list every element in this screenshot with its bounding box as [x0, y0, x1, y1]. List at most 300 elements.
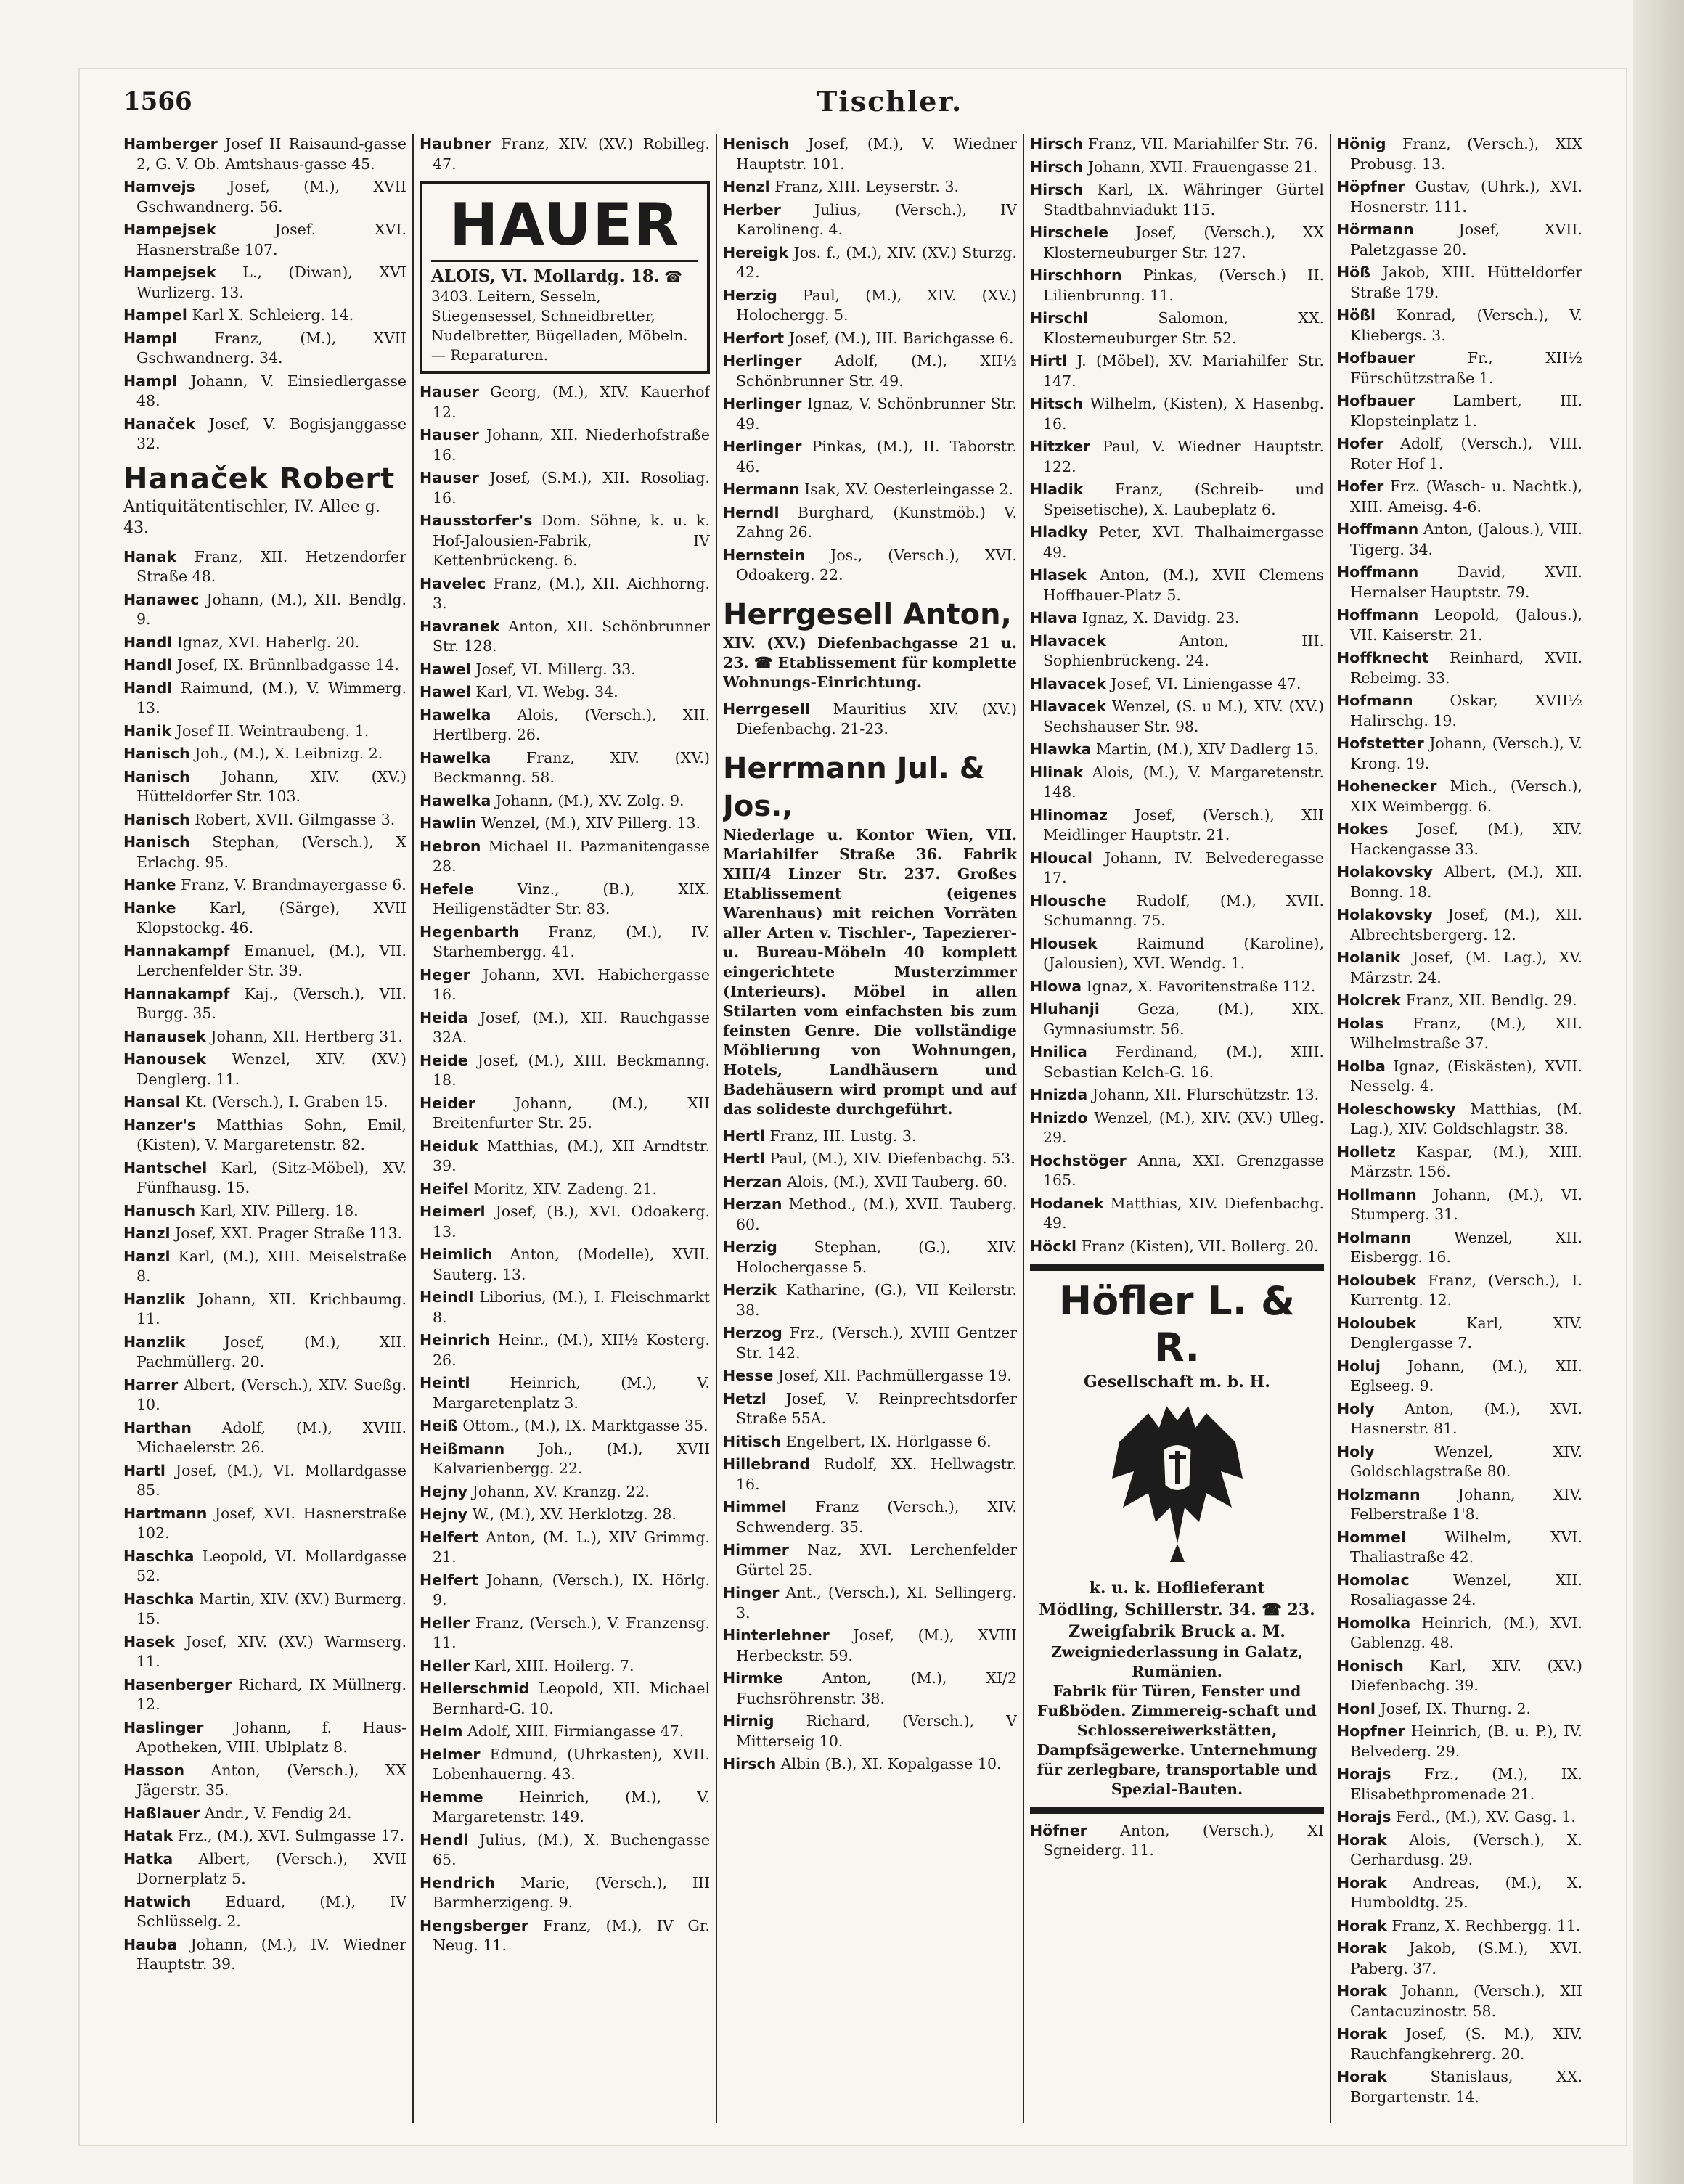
- entry-name: Hansal: [123, 1093, 181, 1111]
- entry-name: Herfort: [723, 329, 785, 347]
- entry-name: Hefele: [420, 880, 474, 898]
- directory-entry: [123, 590, 406, 630]
- entry-details: Karl, XIV. (XV.) Diefenbachg. 39.: [1350, 1656, 1582, 1694]
- directory-entry: [1337, 1916, 1582, 1936]
- entry-details: Albert, (Versch.), XIV. Sueßg. 10.: [136, 1375, 406, 1413]
- entry-details: Josef, (M.), XVII Gschwandnerg. 56.: [136, 178, 406, 216]
- directory-entry: [420, 425, 710, 465]
- entry-details: Josef, XVI. Hasnerstraße 102.: [136, 1504, 406, 1542]
- entry-name: Hnizda: [1030, 1086, 1088, 1103]
- entry-name: Handl: [123, 633, 173, 651]
- directory-entry: [1337, 263, 1582, 303]
- directory-entry: [123, 1116, 406, 1156]
- entry-name: Haschka: [123, 1590, 195, 1608]
- entry-details: Anton, (M.), XI/2 Fuchsröhrenstr. 38.: [736, 1669, 1017, 1707]
- directory-entry: [1030, 977, 1324, 997]
- directory-entry: [420, 1137, 710, 1177]
- entry-name: Hirsch: [1030, 181, 1084, 198]
- directory-entry: [723, 437, 1017, 477]
- directory-entry: [1337, 1357, 1582, 1396]
- entry-details: Gustav, (Uhrk.), XVI. Hosnerstr. 111.: [1350, 178, 1582, 216]
- directory-entry: [420, 1571, 710, 1611]
- entry-details: Alois, (Versch.), X. Gerhardusg. 29.: [1350, 1831, 1582, 1868]
- entry-details: Ignaz, X. Davidg. 23.: [1077, 609, 1240, 626]
- entry-name: Hampejsek: [123, 221, 216, 238]
- entry-details: Johann, (M.), XII. Bendlg. 9.: [136, 590, 406, 628]
- directory-entry: [420, 682, 710, 703]
- entry-details: Ignaz, X. Favoritenstraße 112.: [1082, 977, 1316, 995]
- directory-entry: [420, 383, 710, 422]
- directory-entry: [1337, 1981, 1582, 2021]
- entry-name: Hanausek: [123, 1027, 206, 1045]
- entry-details: Anton, XII. Schönbrunner Str. 128.: [433, 617, 710, 655]
- directory-entry: [1030, 763, 1324, 803]
- directory-entry: [123, 1333, 406, 1373]
- entry-details: Karl X. Schleierg. 14.: [187, 306, 354, 324]
- entry-details: Johann, (M.), VI. Stumperg. 31.: [1350, 1185, 1582, 1223]
- entry-details: Wenzel, (S. u M.), XIV. (XV.) Sechshauser Str. 98.: [1043, 698, 1324, 735]
- entry-details: Albert, (M.), XII. Bonng. 18.: [1350, 863, 1582, 901]
- entry-details: Julius, (M.), X. Buchengasse 65.: [433, 1831, 710, 1868]
- entry-name: Hatwich: [123, 1892, 192, 1910]
- entry-name: Hanik: [123, 721, 172, 740]
- entry-name: Hejny: [420, 1505, 468, 1523]
- entry-details: Martin, XIV. (XV.) Burmerg. 15.: [136, 1590, 406, 1627]
- entry-details: Josef, IX. Brünnlbadgasse 14.: [172, 656, 399, 674]
- directory-entry: [1337, 605, 1582, 645]
- directory-entry: [1030, 351, 1324, 391]
- entry-name: Hartmann: [123, 1504, 208, 1522]
- directory-entry: [1337, 991, 1582, 1011]
- entry-name: Hanzl: [123, 1247, 171, 1265]
- directory-entry: [1337, 1764, 1582, 1804]
- page-title: Tischler.: [817, 85, 963, 118]
- ad-heading: Herrmann Jul. & Jos.,: [723, 751, 985, 823]
- directory-entry: [123, 1027, 406, 1047]
- entry-details: Franz, (M.), IV. Starhembergg. 41.: [433, 923, 710, 960]
- directory-entry: [723, 1432, 1017, 1452]
- entry-details: Anton, (M.), XVII Clemens Hoffbauer-Platz 5.: [1043, 566, 1324, 604]
- directory-entry: [1030, 1085, 1324, 1105]
- entry-details: Liborius, (M.), I. Fleischmarkt 8.: [433, 1288, 710, 1326]
- entry-name: Hitisch: [723, 1432, 781, 1450]
- entry-details: Leopold, VI. Mollardgasse 52.: [136, 1547, 406, 1584]
- directory-entry: [123, 1050, 406, 1089]
- entry-details: Paul, (M.), XIV. Diefenbachg. 53.: [765, 1150, 1015, 1167]
- entry-details: Dom. Söhne, k. u. k. Hof-Jalousien-Fabrik, IV Kettenbrückeng. 6.: [433, 512, 710, 569]
- entry-details: Andreas, (M.), X. Humboldtg. 25.: [1350, 1873, 1582, 1911]
- entry-name: Hlinak: [1030, 763, 1084, 781]
- entry-details: Josef, (M. Lag.), XV. Märzstr. 24.: [1350, 949, 1582, 986]
- entry-details: Franz, (Versch.), XIX Probusg. 13.: [1350, 135, 1582, 173]
- entry-details: Josef II. Weintraubeng. 1.: [171, 721, 369, 740]
- entry-name: Holy: [1337, 1442, 1375, 1460]
- directory-entry: [723, 243, 1017, 283]
- entry-name: Horak: [1337, 1916, 1387, 1934]
- entry-details: Alois, (M.), V. Margaretenstr. 148.: [1043, 763, 1324, 801]
- entry-details: Johann, (M.), XII Breitenfurter Str. 25.: [433, 1094, 710, 1132]
- entry-details: Johann, XII. Krichbaumg. 11.: [136, 1290, 406, 1328]
- entry-name: Herzog: [723, 1324, 782, 1341]
- directory-entry: [1337, 1399, 1582, 1439]
- directory-entry: [420, 705, 710, 745]
- directory-entry: [1337, 1699, 1582, 1719]
- ad-address: Mödling, Schillerstr. 34. ☎ 23. Zweigfabrik Bruck a. M.: [1039, 1600, 1315, 1641]
- entry-name: Hloucal: [1030, 848, 1092, 867]
- directory-entry: [123, 1761, 406, 1801]
- directory-entry: [1337, 434, 1582, 474]
- entry-details: Franz, (M.), XII. Aichhorng. 3.: [433, 574, 710, 612]
- entry-name: Hemme: [420, 1788, 483, 1806]
- entry-name: Hoffmann: [1337, 520, 1419, 538]
- entry-details: Raimund, (M.), V. Wimmerg. 13.: [136, 679, 406, 716]
- entry-name: Herlinger: [723, 395, 802, 412]
- directory-entry: [1337, 819, 1582, 859]
- entry-details: L., (Diwan), XVI Wurlizerg. 13.: [136, 263, 406, 301]
- entry-name: Hlasek: [1030, 566, 1087, 584]
- entry-details: Franz, III. Lustg. 3.: [765, 1126, 917, 1145]
- directory-entry: [723, 1389, 1017, 1429]
- entry-details: Matthias, (M. Lag.), XIV. Goldschlagstr. 38.: [1350, 1100, 1582, 1137]
- entry-details: Franz, XIV. (XV.) Beckmanng. 58.: [433, 748, 710, 786]
- entry-name: Horak: [1337, 1939, 1387, 1957]
- entry-name: Helfert: [420, 1571, 478, 1589]
- directory-entry: [723, 503, 1017, 543]
- directory-entry: [723, 1126, 1017, 1147]
- directory-entry: [1030, 674, 1324, 695]
- herrmann-advertisement: [723, 750, 1017, 1119]
- directory-entry: [1337, 563, 1582, 602]
- entry-name: Holakovsky: [1337, 906, 1433, 923]
- entry-details: Josef, (S.M.), XII. Rosoliag. 16.: [433, 469, 710, 507]
- entry-name: Hopfner: [1337, 1722, 1405, 1740]
- entry-details: Marie, (Versch.), III Barmherzigeng. 9.: [433, 1873, 710, 1911]
- entry-details: Fr., XII½ Fürschützstraße 1.: [1350, 349, 1582, 387]
- directory-entry: [123, 655, 406, 676]
- entry-details: Karl, XIII. Hoilerg. 7.: [470, 1656, 634, 1674]
- directory-entry: [1337, 1185, 1582, 1225]
- entry-name: Hernstein: [723, 546, 806, 564]
- directory-entry: [123, 1375, 406, 1415]
- entry-details: Jos., (Versch.), XVI. Odoakerg. 22.: [736, 546, 1017, 584]
- entry-name: Hannakampf: [123, 984, 230, 1002]
- entry-name: Hampejsek: [123, 263, 216, 281]
- entry-details: Johann, (Versch.), XII Cantacuzinostr. 58.: [1350, 1982, 1582, 2020]
- directory-entry: [1030, 437, 1324, 477]
- directory-entry: [123, 1849, 406, 1889]
- directory-entry: [123, 1461, 406, 1501]
- directory-entry: [1337, 777, 1582, 817]
- entry-details: Matthias, (M.), XII Arndtstr. 39.: [433, 1137, 710, 1174]
- featured-listing: [123, 462, 406, 539]
- entry-details: Franz, V. Brandmayergasse 6.: [176, 876, 406, 893]
- entry-name: Holas: [1337, 1014, 1384, 1032]
- entry-name: Hitzker: [1030, 438, 1091, 455]
- entry-name: Hlavacek: [1030, 631, 1106, 650]
- column-2: [420, 134, 710, 2123]
- entry-details: Johann, XVII. Frauengasse 21.: [1083, 158, 1318, 176]
- directory-entry: [723, 1149, 1017, 1169]
- directory-entry: [1030, 565, 1324, 605]
- entry-name: Harrer: [123, 1375, 179, 1394]
- directory-entry: [1337, 1831, 1582, 1870]
- entry-details: Wenzel, XII. Rosaliagasse 24.: [1350, 1571, 1582, 1608]
- entry-name: Hegenbarth: [420, 923, 520, 941]
- entry-details: Wenzel, XIV. Goldschlagstraße 80.: [1350, 1442, 1582, 1480]
- directory-entry: [420, 748, 710, 788]
- entry-details: J. (Möbel), XV. Mariahilfer Str. 147.: [1043, 352, 1324, 390]
- directory-entry: [123, 1590, 406, 1629]
- entry-name: Horak: [1337, 1831, 1387, 1849]
- directory-entry: [420, 1722, 710, 1742]
- entry-name: Hollmann: [1337, 1185, 1417, 1203]
- directory-entry: [1337, 220, 1582, 260]
- entry-details: Lambert, III. Klopsteinplatz 1.: [1350, 392, 1582, 430]
- entry-name: Herber: [723, 200, 781, 218]
- directory-entry: [723, 286, 1017, 326]
- entry-name: Hlowa: [1030, 977, 1082, 995]
- entry-name: Hawel: [420, 683, 471, 700]
- directory-entry: [420, 1439, 710, 1479]
- directory-entry: [1337, 477, 1582, 517]
- directory-entry: [723, 394, 1017, 434]
- directory-entry: [123, 547, 406, 587]
- entry-details: Johann, XII. Niederhofstraße 16.: [433, 426, 710, 464]
- entry-name: Hellerschmid: [420, 1680, 530, 1697]
- entry-name: Hörmann: [1337, 221, 1414, 238]
- ad-subheading: Gesellschaft m. b. H.: [1084, 1373, 1270, 1391]
- entry-name: Herzig: [723, 286, 777, 304]
- entry-name: Heller: [420, 1614, 470, 1632]
- entry-name: Hluhanji: [1030, 1000, 1100, 1018]
- column-rule: [412, 134, 414, 2123]
- entry-name: Hnizdo: [1030, 1108, 1088, 1126]
- entry-name: Heinrich: [420, 1331, 490, 1349]
- entry-details: Frz., (M.), XVI. Sulmgasse 17.: [173, 1827, 405, 1844]
- entry-name: Hampel: [123, 306, 187, 324]
- directory-entry: [123, 1935, 406, 1975]
- entry-details: Josef, (Versch.), XX Klosterneuburger Str. 127.: [1043, 224, 1324, 261]
- directory-entry: [420, 1008, 710, 1048]
- directory-entry: [1337, 306, 1582, 345]
- directory-entry: [723, 1195, 1017, 1235]
- entry-details: Adolf, (Versch.), VIII. Roter Hof 1.: [1350, 435, 1582, 473]
- entry-details: Adolf, (M.), XII½ Schönbrunner Str. 49.: [736, 352, 1017, 390]
- entry-details: Leopold, XII. Michael Bernhard-G. 10.: [433, 1680, 710, 1717]
- entry-name: Holuj: [1337, 1357, 1381, 1375]
- directory-entry: [723, 1626, 1017, 1666]
- entry-details: Franz, XII. Hetzendorfer Straße 48.: [136, 547, 406, 585]
- directory-entry: [1337, 1614, 1582, 1653]
- directory-entry: [1030, 608, 1324, 629]
- entry-name: Hermann: [723, 480, 800, 498]
- directory-entry: [1030, 180, 1324, 220]
- entry-name: Holakovsky: [1337, 863, 1433, 880]
- entry-details: Franz, (Schreib- und Speisetische), X. Laubeplatz 6.: [1043, 480, 1324, 518]
- entry-details: Johann, f. Haus-Apotheken, VIII. Ublplatz 8.: [136, 1718, 406, 1756]
- entry-details: Pinkas, (Versch.) II. Lilienbrunng. 11.: [1043, 266, 1324, 304]
- entry-details: Frz. (Wasch- u. Nachtk.), XIII. Ameisg. 4-6.: [1350, 478, 1582, 515]
- entry-name: Holba: [1337, 1057, 1386, 1075]
- directory-entry: [1337, 691, 1582, 731]
- directory-entry: [1337, 1442, 1582, 1482]
- directory-entry: [420, 1788, 710, 1828]
- entry-name: Hofmann: [1337, 692, 1413, 709]
- entry-name: Harthan: [123, 1418, 192, 1436]
- entry-details: Franz, XIV. (XV.) Robilleg. 47.: [433, 135, 710, 173]
- entry-name: Heiß: [420, 1417, 458, 1434]
- ad-heading: Herrgesell Anton,: [723, 597, 1012, 631]
- entry-details: Karl, XIV. Denglergasse 7.: [1350, 1314, 1582, 1351]
- entry-name: Heimlich: [420, 1246, 493, 1263]
- entry-details: Josef, VI. Millerg. 33.: [470, 660, 636, 678]
- entry-details: Oskar, XVII½ Halirschg. 19.: [1350, 692, 1582, 729]
- entry-details: Josef, (S. M.), XIV. Rauchfangkehrerg. 20.: [1350, 2025, 1582, 2063]
- entry-name: Horak: [1337, 1982, 1387, 2000]
- entry-name: Hanke: [123, 899, 176, 917]
- entry-name: Hladik: [1030, 480, 1084, 498]
- directory-entry: [723, 1455, 1017, 1494]
- directory-entry: [123, 1224, 406, 1244]
- directory-columns: [123, 134, 1582, 2123]
- entry-name: Herzik: [723, 1281, 777, 1298]
- entry-name: Hoffknecht: [1337, 649, 1429, 666]
- entry-name: Höß: [1337, 263, 1370, 281]
- entry-name: Hertl: [723, 1126, 765, 1145]
- entry-name: Hanzlik: [123, 1333, 186, 1351]
- directory-entry: [1337, 1571, 1582, 1611]
- entry-name: Hofbauer: [1337, 349, 1415, 367]
- entry-name: Höckl: [1030, 1237, 1077, 1255]
- directory-entry: [420, 814, 710, 834]
- directory-entry: [420, 1528, 710, 1568]
- entry-name: Hanzlik: [123, 1290, 186, 1308]
- entry-details: Paul, V. Wiedner Hauptstr. 122.: [1043, 438, 1324, 475]
- ad-lead: ALOIS, VI. Mollardg. 18.: [431, 266, 660, 286]
- entry-name: Hebron: [420, 837, 481, 855]
- entry-details: Karl, IX. Währinger Gürtel Stadtbahnviadukt 115.: [1043, 181, 1324, 218]
- entry-name: Heider: [420, 1094, 475, 1112]
- entry-details: Franz, X. Rechbergg. 11.: [1386, 1916, 1581, 1934]
- directory-entry: [1337, 862, 1582, 902]
- featured-detail: Antiquitätentischler, IV. Allee g. 43.: [123, 497, 380, 537]
- entry-details: Stanislaus, XX. Borgartenstr. 14.: [1350, 2068, 1582, 2106]
- entry-name: Hlava: [1030, 609, 1078, 626]
- entry-details: Josef, V. Reinprechtsdorfer Straße 55A.: [736, 1389, 1017, 1427]
- entry-name: Hamberger: [123, 135, 218, 152]
- entry-name: Hodanek: [1030, 1194, 1104, 1212]
- directory-entry: [723, 351, 1017, 391]
- entry-details: Josef, (M.), VI. Mollardgasse 85.: [136, 1461, 406, 1499]
- entry-name: Hetzl: [723, 1389, 767, 1407]
- directory-entry: [123, 767, 406, 807]
- entry-name: Hohenecker: [1337, 777, 1437, 795]
- directory-entry: [420, 1330, 710, 1370]
- scan-edge: [1633, 0, 1684, 2184]
- entry-name: Hlavacek: [1030, 698, 1106, 715]
- directory-entry: [1337, 1656, 1582, 1696]
- directory-entry: [420, 1679, 710, 1719]
- entry-name: Himmel: [723, 1498, 787, 1516]
- directory-entry: [420, 1831, 710, 1870]
- entry-details: Martin, (M.), XIV Dadlerg 15.: [1091, 740, 1320, 758]
- entry-details: Josef, (M.), III. Barichgasse 6.: [784, 329, 1014, 347]
- directory-entry: [1337, 1228, 1582, 1268]
- directory-entry: [1030, 1194, 1324, 1234]
- directory-entry: [723, 177, 1017, 197]
- featured-name: Hanaček Robert: [123, 462, 396, 496]
- entry-name: Höfner: [1030, 1821, 1087, 1839]
- entry-name: Herzig: [723, 1238, 777, 1256]
- entry-details: Richard, IX Müllnerg. 12.: [136, 1675, 406, 1713]
- ad-text: XIV. (XV.) Diefenbachgasse 21 u. 23. ☎ Etablissement für komplette Wohnungs-Einrichtung.: [723, 634, 1017, 691]
- entry-details: Josef, (M.), V. Wiedner Hauptstr. 101.: [736, 135, 1017, 173]
- entry-details: Kaj., (Versch.), VII. Burgg. 35.: [136, 984, 406, 1022]
- entry-details: Method., (M.), XVII. Tauberg. 60.: [736, 1195, 1017, 1233]
- directory-entry: [1337, 348, 1582, 388]
- entry-details: Ignaz, XVI. Haberlg. 20.: [172, 633, 360, 651]
- column-rule: [1330, 134, 1331, 2123]
- ad-branch: Zweigniederlassung in Galatz, Rumänien.: [1050, 1643, 1304, 1680]
- directory-entry: [123, 1632, 406, 1672]
- entry-name: Henisch: [723, 135, 790, 152]
- entry-details: Anton, (M. L.), XIV Grimmg. 21.: [433, 1528, 710, 1566]
- entry-details: Katharine, (G.), VII Keilerstr. 38.: [736, 1281, 1017, 1319]
- directory-entry: [1337, 1057, 1582, 1097]
- entry-details: Ferdinand, (M.), XIII. Sebastian Kelch-G. 16.: [1043, 1043, 1324, 1081]
- entry-details: Kaspar, (M.), XIII. Märzstr. 156.: [1350, 1142, 1582, 1180]
- entry-name: Hommel: [1337, 1528, 1406, 1546]
- entry-details: Anton, (Versch.), XX Jägerstr. 35.: [136, 1761, 406, 1799]
- entry-name: Hauba: [123, 1935, 178, 1953]
- directory-entry: [420, 617, 710, 657]
- entry-details: Heinrich, (M.), V. Margaretenstr. 149.: [433, 1788, 710, 1825]
- entry-details: Franz, VII. Mariahilfer Str. 76.: [1083, 135, 1318, 152]
- entry-details: Karl, XIV. Pillerg. 18.: [195, 1201, 359, 1219]
- entry-details: Jakob, XIII. Hütteldorfer Straße 179.: [1350, 263, 1582, 301]
- directory-entry: [1030, 631, 1324, 671]
- ad-heading: Höfler L. & R.: [1058, 1278, 1296, 1370]
- directory-entry: [420, 837, 710, 877]
- entry-name: Hauser: [420, 383, 479, 401]
- entry-details: Josef. XVI. Hasnerstraße 107.: [136, 221, 406, 258]
- entry-details: Raimund (Karoline), (Jalousien), XVI. Wendg. 1.: [1043, 934, 1324, 972]
- entry-details: Vinz., (B.), XIX. Heiligenstädter Str. 83.: [433, 880, 710, 917]
- ad-title-line: k. u. k. Hoflieferant: [1089, 1578, 1265, 1598]
- entry-details: Josef, (M.), XIV. Hackengasse 33.: [1350, 820, 1582, 858]
- entry-details: Franz, XIII. Leyserstr. 3.: [769, 178, 960, 195]
- entry-details: Ignaz, V. Schönbrunner Str. 49.: [736, 395, 1017, 433]
- entry-details: Franz, (M.), IV Gr. Neug. 11.: [433, 1916, 710, 1954]
- directory-entry: [1337, 1014, 1582, 1054]
- entry-name: Hanousek: [123, 1050, 207, 1068]
- directory-entry: [1337, 1271, 1582, 1311]
- entry-name: Hampl: [123, 329, 178, 347]
- entry-details: Heinr., (M.), XII½ Kosterg. 26.: [433, 1331, 710, 1369]
- entry-details: Burghard, (Kunstmöb.) V. Zahng 26.: [736, 503, 1017, 541]
- herrgesell-advertisement: [723, 596, 1017, 692]
- directory-entry: [420, 880, 710, 920]
- entry-details: Frz., (Versch.), XVIII Gentzer Str. 142.: [736, 1324, 1017, 1362]
- directory-entry: [420, 1179, 710, 1200]
- entry-details: W., (M.), XV. Herklotzg. 28.: [467, 1505, 677, 1523]
- entry-name: Hirschhorn: [1030, 266, 1122, 284]
- entry-details: Albert, (Versch.), XVII Dornerplatz 5.: [136, 1849, 406, 1887]
- entry-name: Hönig: [1337, 135, 1386, 152]
- entry-name: Herndl: [723, 503, 780, 521]
- entry-name: Helmer: [420, 1745, 481, 1763]
- entry-details: Josef, XII. Pachmüllergasse 19.: [773, 1367, 1012, 1384]
